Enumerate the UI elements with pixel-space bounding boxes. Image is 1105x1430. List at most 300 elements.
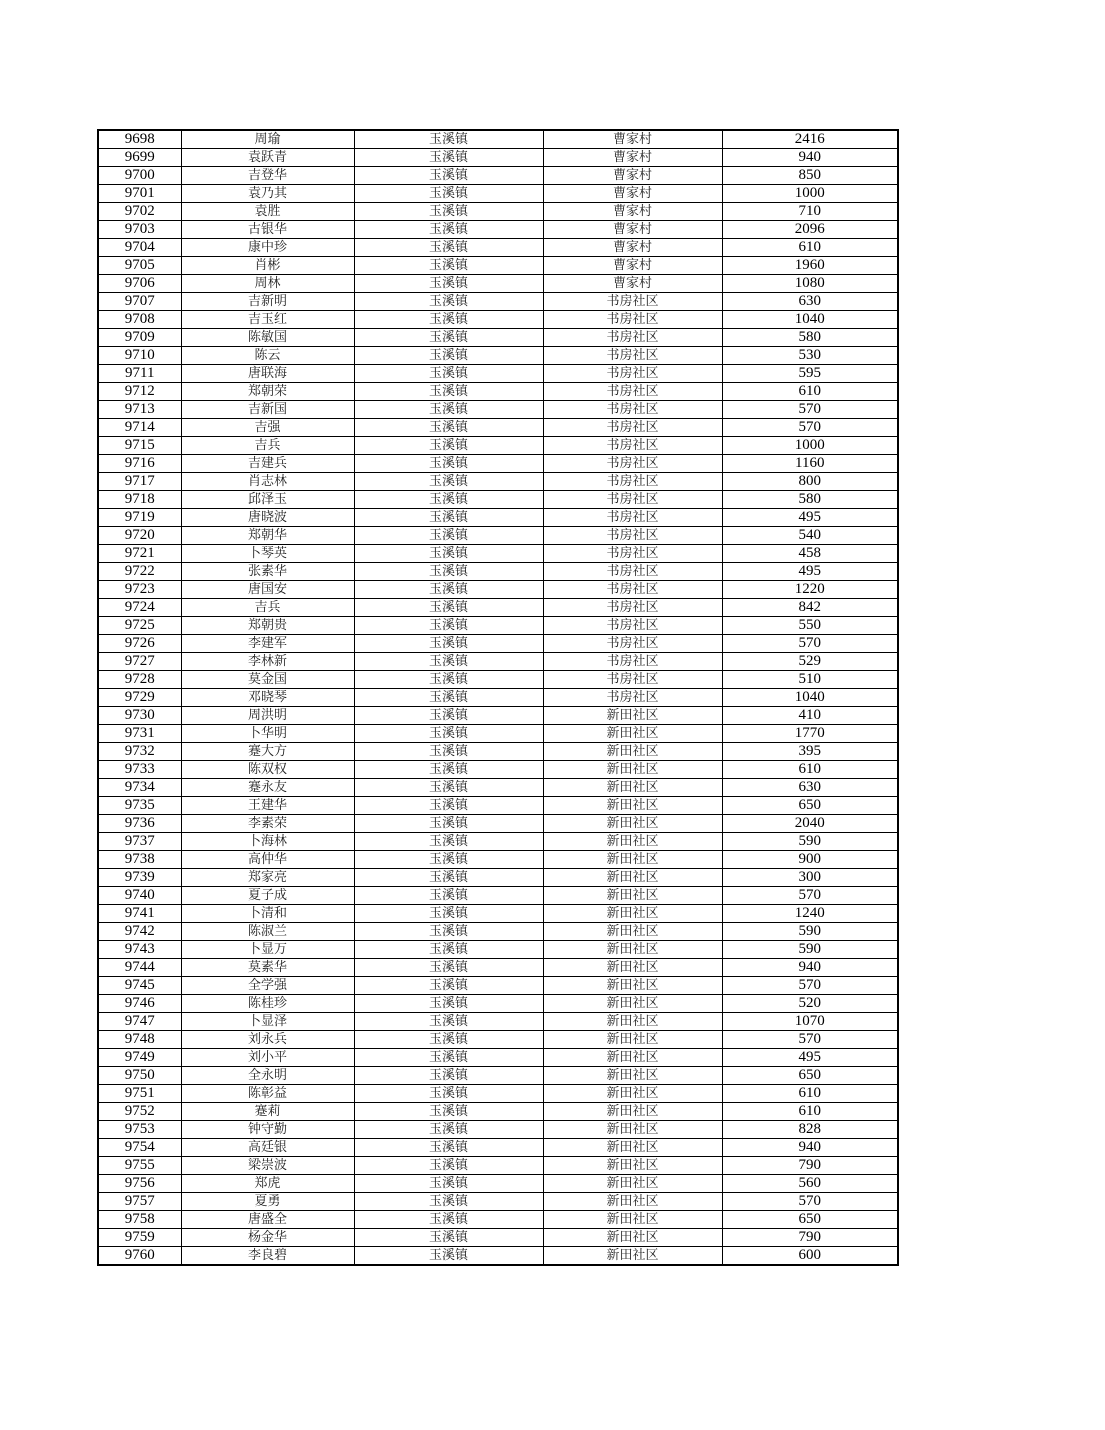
cell-serial-number: 9699 (98, 149, 181, 167)
cell-village: 书房社区 (543, 527, 722, 545)
cell-serial-number: 9747 (98, 1013, 181, 1031)
cell-serial-number: 9756 (98, 1175, 181, 1193)
cell-person-name: 袁乃其 (181, 185, 354, 203)
cell-person-name: 卜显万 (181, 941, 354, 959)
cell-village: 新田社区 (543, 1067, 722, 1085)
cell-serial-number: 9714 (98, 419, 181, 437)
cell-village: 书房社区 (543, 455, 722, 473)
table-row (98, 635, 898, 653)
cell-town: 玉溪镇 (354, 257, 543, 275)
cell-town: 玉溪镇 (354, 725, 543, 743)
cell-town: 玉溪镇 (354, 599, 543, 617)
table-row (98, 815, 898, 833)
cell-village: 书房社区 (543, 491, 722, 509)
cell-town: 玉溪镇 (354, 1049, 543, 1067)
table-row (98, 1157, 898, 1175)
cell-town: 玉溪镇 (354, 221, 543, 239)
cell-amount: 570 (722, 1193, 898, 1211)
cell-amount: 610 (722, 761, 898, 779)
cell-serial-number: 9723 (98, 581, 181, 599)
cell-serial-number: 9715 (98, 437, 181, 455)
cell-person-name: 周瑜 (181, 130, 354, 149)
table-row (98, 959, 898, 977)
cell-serial-number: 9735 (98, 797, 181, 815)
table-row (98, 707, 898, 725)
cell-village: 书房社区 (543, 293, 722, 311)
table-row (98, 167, 898, 185)
table-row (98, 797, 898, 815)
cell-serial-number: 9744 (98, 959, 181, 977)
cell-village: 曹家村 (543, 221, 722, 239)
cell-person-name: 郑虎 (181, 1175, 354, 1193)
cell-serial-number: 9743 (98, 941, 181, 959)
cell-person-name: 吉兵 (181, 437, 354, 455)
table-row (98, 689, 898, 707)
cell-amount: 540 (722, 527, 898, 545)
cell-village: 新田社区 (543, 797, 722, 815)
cell-amount: 1770 (722, 725, 898, 743)
cell-village: 新田社区 (543, 1247, 722, 1266)
table-row (98, 455, 898, 473)
table-row (98, 1121, 898, 1139)
cell-village: 书房社区 (543, 437, 722, 455)
cell-town: 玉溪镇 (354, 365, 543, 383)
table-row (98, 725, 898, 743)
cell-town: 玉溪镇 (354, 995, 543, 1013)
cell-person-name: 陈双权 (181, 761, 354, 779)
cell-serial-number: 9732 (98, 743, 181, 761)
table-row (98, 1175, 898, 1193)
cell-town: 玉溪镇 (354, 887, 543, 905)
cell-town: 玉溪镇 (354, 797, 543, 815)
cell-village: 书房社区 (543, 635, 722, 653)
cell-serial-number: 9727 (98, 653, 181, 671)
cell-village: 书房社区 (543, 473, 722, 491)
cell-village: 曹家村 (543, 167, 722, 185)
cell-town: 玉溪镇 (354, 689, 543, 707)
cell-amount: 1080 (722, 275, 898, 293)
cell-person-name: 全永明 (181, 1067, 354, 1085)
cell-amount: 595 (722, 365, 898, 383)
cell-amount: 580 (722, 329, 898, 347)
cell-town: 玉溪镇 (354, 1229, 543, 1247)
cell-village: 书房社区 (543, 581, 722, 599)
cell-person-name: 莫金国 (181, 671, 354, 689)
table-row (98, 311, 898, 329)
cell-person-name: 蹇莉 (181, 1103, 354, 1121)
cell-person-name: 袁跃青 (181, 149, 354, 167)
table-row (98, 995, 898, 1013)
cell-serial-number: 9751 (98, 1085, 181, 1103)
cell-person-name: 郑朝贵 (181, 617, 354, 635)
table-row (98, 833, 898, 851)
cell-serial-number: 9760 (98, 1247, 181, 1266)
table-row (98, 401, 898, 419)
cell-amount: 790 (722, 1229, 898, 1247)
cell-person-name: 吉新国 (181, 401, 354, 419)
cell-town: 玉溪镇 (354, 311, 543, 329)
cell-serial-number: 9740 (98, 887, 181, 905)
cell-serial-number: 9758 (98, 1211, 181, 1229)
cell-person-name: 蹇大方 (181, 743, 354, 761)
cell-amount: 2040 (722, 815, 898, 833)
cell-serial-number: 9737 (98, 833, 181, 851)
cell-amount: 1040 (722, 689, 898, 707)
cell-amount: 850 (722, 167, 898, 185)
cell-person-name: 刘小平 (181, 1049, 354, 1067)
table-row (98, 293, 898, 311)
cell-serial-number: 9704 (98, 239, 181, 257)
cell-village: 书房社区 (543, 311, 722, 329)
cell-town: 玉溪镇 (354, 1067, 543, 1085)
cell-village: 新田社区 (543, 1139, 722, 1157)
cell-person-name: 夏勇 (181, 1193, 354, 1211)
cell-person-name: 陈桂珍 (181, 995, 354, 1013)
cell-serial-number: 9738 (98, 851, 181, 869)
cell-town: 玉溪镇 (354, 455, 543, 473)
cell-serial-number: 9725 (98, 617, 181, 635)
cell-amount: 570 (722, 635, 898, 653)
cell-town: 玉溪镇 (354, 329, 543, 347)
cell-amount: 630 (722, 779, 898, 797)
cell-amount: 458 (722, 545, 898, 563)
cell-village: 新田社区 (543, 977, 722, 995)
cell-amount: 650 (722, 1211, 898, 1229)
cell-serial-number: 9745 (98, 977, 181, 995)
cell-village: 新田社区 (543, 923, 722, 941)
cell-person-name: 卜华明 (181, 725, 354, 743)
table-row (98, 563, 898, 581)
cell-village: 新田社区 (543, 1121, 722, 1139)
cell-serial-number: 9733 (98, 761, 181, 779)
cell-person-name: 全学强 (181, 977, 354, 995)
cell-town: 玉溪镇 (354, 1085, 543, 1103)
cell-person-name: 莫素华 (181, 959, 354, 977)
cell-person-name: 唐晓波 (181, 509, 354, 527)
cell-amount: 590 (722, 941, 898, 959)
cell-person-name: 王建华 (181, 797, 354, 815)
cell-amount: 1000 (722, 437, 898, 455)
table-row (98, 1193, 898, 1211)
table-row (98, 1067, 898, 1085)
cell-amount: 510 (722, 671, 898, 689)
cell-town: 玉溪镇 (354, 941, 543, 959)
table-row (98, 1139, 898, 1157)
cell-person-name: 周洪明 (181, 707, 354, 725)
cell-town: 玉溪镇 (354, 419, 543, 437)
cell-town: 玉溪镇 (354, 959, 543, 977)
cell-amount: 570 (722, 401, 898, 419)
cell-town: 玉溪镇 (354, 149, 543, 167)
cell-town: 玉溪镇 (354, 635, 543, 653)
cell-serial-number: 9709 (98, 329, 181, 347)
cell-village: 新田社区 (543, 815, 722, 833)
cell-serial-number: 9713 (98, 401, 181, 419)
cell-serial-number: 9739 (98, 869, 181, 887)
cell-amount: 590 (722, 833, 898, 851)
cell-town: 玉溪镇 (354, 239, 543, 257)
cell-town: 玉溪镇 (354, 923, 543, 941)
cell-village: 书房社区 (543, 563, 722, 581)
table-row (98, 185, 898, 203)
cell-amount: 650 (722, 1067, 898, 1085)
cell-amount: 570 (722, 977, 898, 995)
cell-amount: 580 (722, 491, 898, 509)
cell-town: 玉溪镇 (354, 130, 543, 149)
table-row (98, 923, 898, 941)
cell-person-name: 周林 (181, 275, 354, 293)
cell-town: 玉溪镇 (354, 1247, 543, 1266)
cell-person-name: 陈敏国 (181, 329, 354, 347)
cell-village: 新田社区 (543, 743, 722, 761)
cell-town: 玉溪镇 (354, 347, 543, 365)
table-row (98, 527, 898, 545)
table-row (98, 1229, 898, 1247)
cell-village: 新田社区 (543, 1013, 722, 1031)
cell-town: 玉溪镇 (354, 473, 543, 491)
cell-town: 玉溪镇 (354, 1211, 543, 1229)
cell-town: 玉溪镇 (354, 653, 543, 671)
cell-amount: 560 (722, 1175, 898, 1193)
cell-serial-number: 9705 (98, 257, 181, 275)
cell-village: 新田社区 (543, 1031, 722, 1049)
cell-serial-number: 9741 (98, 905, 181, 923)
cell-village: 新田社区 (543, 833, 722, 851)
cell-serial-number: 9750 (98, 1067, 181, 1085)
cell-village: 书房社区 (543, 383, 722, 401)
cell-town: 玉溪镇 (354, 1103, 543, 1121)
cell-serial-number: 9698 (98, 130, 181, 149)
cell-amount: 900 (722, 851, 898, 869)
table-row (98, 1085, 898, 1103)
cell-town: 玉溪镇 (354, 617, 543, 635)
cell-person-name: 陈淑兰 (181, 923, 354, 941)
cell-person-name: 卜清和 (181, 905, 354, 923)
cell-village: 书房社区 (543, 365, 722, 383)
cell-town: 玉溪镇 (354, 977, 543, 995)
table-row (98, 419, 898, 437)
cell-amount: 800 (722, 473, 898, 491)
cell-town: 玉溪镇 (354, 545, 543, 563)
cell-serial-number: 9706 (98, 275, 181, 293)
cell-serial-number: 9721 (98, 545, 181, 563)
cell-town: 玉溪镇 (354, 185, 543, 203)
cell-amount: 530 (722, 347, 898, 365)
cell-person-name: 吉兵 (181, 599, 354, 617)
cell-serial-number: 9708 (98, 311, 181, 329)
cell-person-name: 邓晓琴 (181, 689, 354, 707)
cell-town: 玉溪镇 (354, 491, 543, 509)
table-row (98, 130, 898, 149)
cell-serial-number: 9753 (98, 1121, 181, 1139)
cell-person-name: 唐盛全 (181, 1211, 354, 1229)
cell-person-name: 邱泽玉 (181, 491, 354, 509)
cell-amount: 550 (722, 617, 898, 635)
cell-village: 书房社区 (543, 509, 722, 527)
cell-amount: 2096 (722, 221, 898, 239)
cell-serial-number: 9729 (98, 689, 181, 707)
cell-amount: 1070 (722, 1013, 898, 1031)
cell-serial-number: 9749 (98, 1049, 181, 1067)
cell-amount: 940 (722, 149, 898, 167)
cell-amount: 790 (722, 1157, 898, 1175)
cell-town: 玉溪镇 (354, 779, 543, 797)
cell-village: 新田社区 (543, 707, 722, 725)
cell-village: 新田社区 (543, 761, 722, 779)
cell-amount: 842 (722, 599, 898, 617)
cell-serial-number: 9726 (98, 635, 181, 653)
cell-amount: 570 (722, 419, 898, 437)
cell-village: 书房社区 (543, 347, 722, 365)
cell-person-name: 李建军 (181, 635, 354, 653)
cell-person-name: 肖志林 (181, 473, 354, 491)
cell-person-name: 吉新明 (181, 293, 354, 311)
cell-village: 书房社区 (543, 401, 722, 419)
cell-town: 玉溪镇 (354, 1193, 543, 1211)
table-row (98, 491, 898, 509)
cell-village: 曹家村 (543, 149, 722, 167)
cell-village: 新田社区 (543, 779, 722, 797)
cell-town: 玉溪镇 (354, 869, 543, 887)
cell-person-name: 郑朝华 (181, 527, 354, 545)
cell-serial-number: 9755 (98, 1157, 181, 1175)
cell-person-name: 李良碧 (181, 1247, 354, 1266)
cell-person-name: 钟守勤 (181, 1121, 354, 1139)
cell-village: 新田社区 (543, 725, 722, 743)
cell-town: 玉溪镇 (354, 581, 543, 599)
cell-village: 曹家村 (543, 185, 722, 203)
cell-amount: 395 (722, 743, 898, 761)
cell-village: 书房社区 (543, 329, 722, 347)
cell-amount: 495 (722, 563, 898, 581)
cell-person-name: 高仲华 (181, 851, 354, 869)
cell-amount: 1240 (722, 905, 898, 923)
table-row (98, 869, 898, 887)
cell-village: 曹家村 (543, 203, 722, 221)
cell-village: 书房社区 (543, 689, 722, 707)
cell-village: 新田社区 (543, 995, 722, 1013)
cell-person-name: 郑朝荣 (181, 383, 354, 401)
cell-person-name: 卜琴英 (181, 545, 354, 563)
cell-person-name: 卜显泽 (181, 1013, 354, 1031)
cell-serial-number: 9702 (98, 203, 181, 221)
cell-amount: 300 (722, 869, 898, 887)
cell-amount: 710 (722, 203, 898, 221)
cell-village: 新田社区 (543, 869, 722, 887)
table-row (98, 365, 898, 383)
cell-amount: 940 (722, 959, 898, 977)
cell-town: 玉溪镇 (354, 437, 543, 455)
cell-serial-number: 9730 (98, 707, 181, 725)
cell-amount: 495 (722, 1049, 898, 1067)
cell-village: 新田社区 (543, 1193, 722, 1211)
table-row (98, 671, 898, 689)
cell-serial-number: 9701 (98, 185, 181, 203)
cell-amount: 940 (722, 1139, 898, 1157)
table-row (98, 1211, 898, 1229)
table-row (98, 743, 898, 761)
cell-person-name: 蹇永友 (181, 779, 354, 797)
cell-amount: 1220 (722, 581, 898, 599)
cell-village: 新田社区 (543, 1229, 722, 1247)
cell-town: 玉溪镇 (354, 761, 543, 779)
cell-village: 新田社区 (543, 959, 722, 977)
cell-village: 曹家村 (543, 257, 722, 275)
cell-serial-number: 9754 (98, 1139, 181, 1157)
cell-town: 玉溪镇 (354, 293, 543, 311)
table-row (98, 383, 898, 401)
table-row (98, 509, 898, 527)
cell-town: 玉溪镇 (354, 275, 543, 293)
cell-person-name: 古银华 (181, 221, 354, 239)
cell-person-name: 郑家亮 (181, 869, 354, 887)
cell-serial-number: 9746 (98, 995, 181, 1013)
cell-person-name: 夏子成 (181, 887, 354, 905)
cell-town: 玉溪镇 (354, 905, 543, 923)
cell-amount: 410 (722, 707, 898, 725)
table-body (98, 130, 898, 1265)
cell-amount: 1040 (722, 311, 898, 329)
cell-amount: 2416 (722, 130, 898, 149)
table-row (98, 905, 898, 923)
table-row (98, 545, 898, 563)
cell-amount: 610 (722, 239, 898, 257)
cell-town: 玉溪镇 (354, 509, 543, 527)
cell-serial-number: 9720 (98, 527, 181, 545)
cell-serial-number: 9748 (98, 1031, 181, 1049)
cell-serial-number: 9707 (98, 293, 181, 311)
cell-village: 书房社区 (543, 617, 722, 635)
data-table (97, 129, 899, 1266)
table-row (98, 653, 898, 671)
cell-amount: 610 (722, 1103, 898, 1121)
cell-town: 玉溪镇 (354, 1157, 543, 1175)
table-row (98, 473, 898, 491)
cell-person-name: 吉建兵 (181, 455, 354, 473)
cell-serial-number: 9703 (98, 221, 181, 239)
cell-serial-number: 9757 (98, 1193, 181, 1211)
cell-amount: 520 (722, 995, 898, 1013)
cell-town: 玉溪镇 (354, 671, 543, 689)
cell-town: 玉溪镇 (354, 743, 543, 761)
cell-person-name: 李林新 (181, 653, 354, 671)
cell-amount: 570 (722, 887, 898, 905)
cell-person-name: 吉登华 (181, 167, 354, 185)
cell-person-name: 杨金华 (181, 1229, 354, 1247)
table-row (98, 347, 898, 365)
cell-person-name: 康中珍 (181, 239, 354, 257)
cell-person-name: 高廷银 (181, 1139, 354, 1157)
cell-amount: 650 (722, 797, 898, 815)
cell-town: 玉溪镇 (354, 1139, 543, 1157)
cell-person-name: 卜海林 (181, 833, 354, 851)
cell-person-name: 梁崇波 (181, 1157, 354, 1175)
cell-person-name: 刘永兵 (181, 1031, 354, 1049)
cell-amount: 570 (722, 1031, 898, 1049)
table-row (98, 239, 898, 257)
cell-town: 玉溪镇 (354, 707, 543, 725)
cell-town: 玉溪镇 (354, 1175, 543, 1193)
cell-serial-number: 9710 (98, 347, 181, 365)
cell-village: 书房社区 (543, 545, 722, 563)
cell-person-name: 陈云 (181, 347, 354, 365)
cell-serial-number: 9752 (98, 1103, 181, 1121)
table-row (98, 1031, 898, 1049)
cell-serial-number: 9731 (98, 725, 181, 743)
table-row (98, 761, 898, 779)
table-row (98, 977, 898, 995)
cell-town: 玉溪镇 (354, 833, 543, 851)
